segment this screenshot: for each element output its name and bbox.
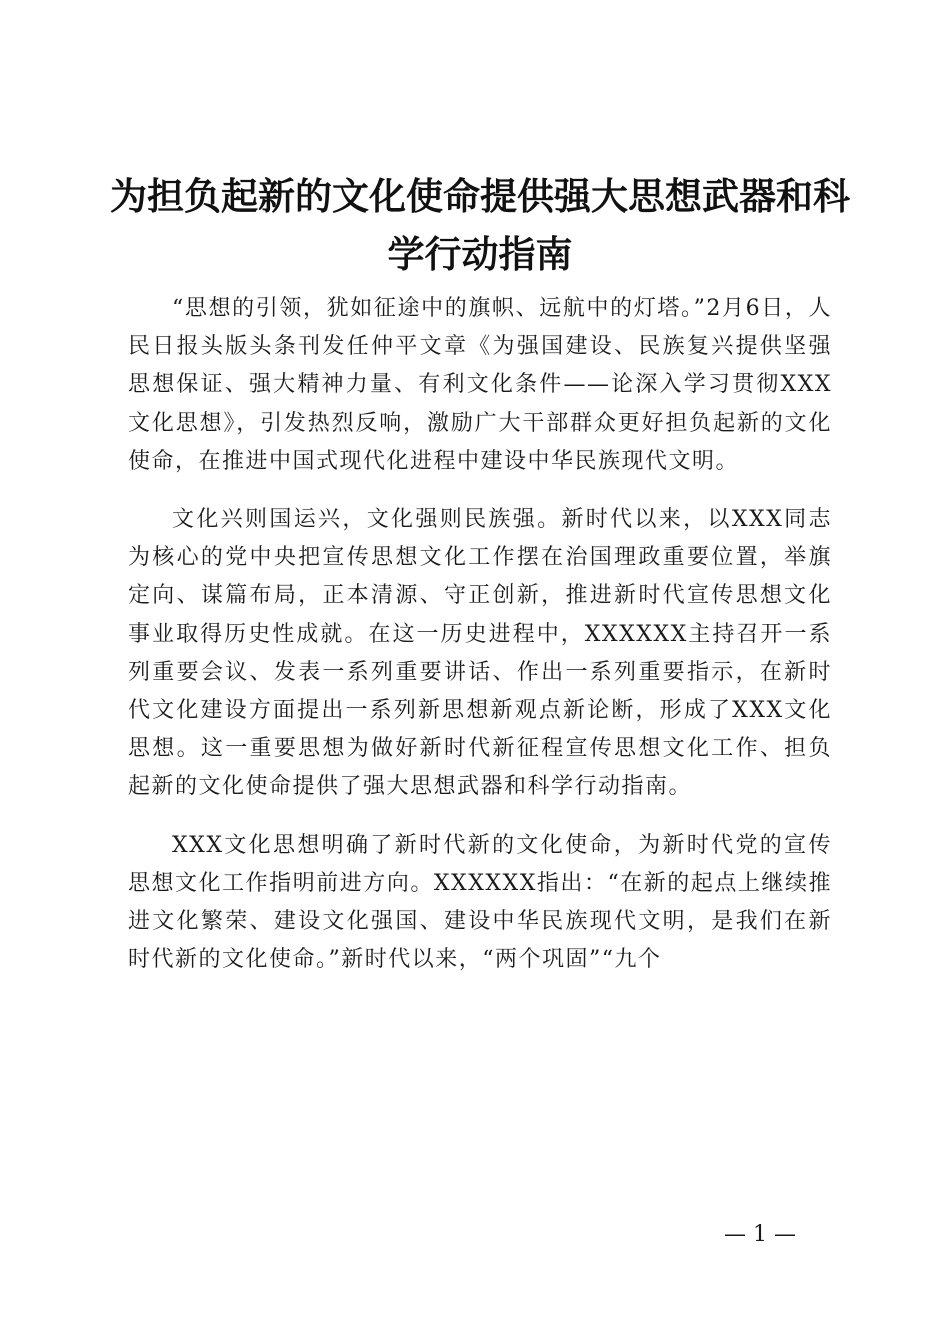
document-title: 为担负起新的文化使命提供强大思想武器和科学行动指南 [110, 175, 850, 276]
paragraph-1: “思想的引领，犹如征途中的旗帜、远航中的灯塔。”2月6日，人民日报头版头条刊发任仲平文章《为强国建设、民族复兴提供坚强思想保证、强大精神力量、有利文化条件——论深入学习贯彻XXX文化思想》，引发热烈反响，激励广大干部群众更好担负起新的文化使命，在推进中国式现代化进程中建设中华民族现代文明。 [128, 296, 832, 474]
paragraph-3: XXX文化思想明确了新时代新的文化使命，为新时代党的宣传思想文化工作指明前进方向。XXXXXX指出：“在新的起点上继续推进文化繁荣、建设文化强国、建设中华民族现代文明，是我们在新时代新的文化使命。”新时代以来，“两个巩固”“九个 [128, 832, 832, 973]
paragraph-2: 文化兴则国运兴，文化强则民族强。新时代以来，以XXX同志为核心的党中央把宣传思想文化工作摆在治国理政重要位置，举旗定向、谋篇布局，正本清源、守正创新，推进新时代宣传思想文化事业取得历史性成就。在这一历史进程中，XXXXXX主持召开一系列重要会议、发表一系列重要讲话、作出一系列重要指示，在新时代文化建设方面提出一系列新思想新观点新论断，形成了XXX文化思想。这一重要思想为做好新时代新征程宣传思想文化工作、担负起新的文化使命提供了强大思想武器和科学行动指南。 [128, 507, 832, 800]
page-number: — 1 — [724, 1222, 796, 1247]
document-body [128, 290, 832, 999]
